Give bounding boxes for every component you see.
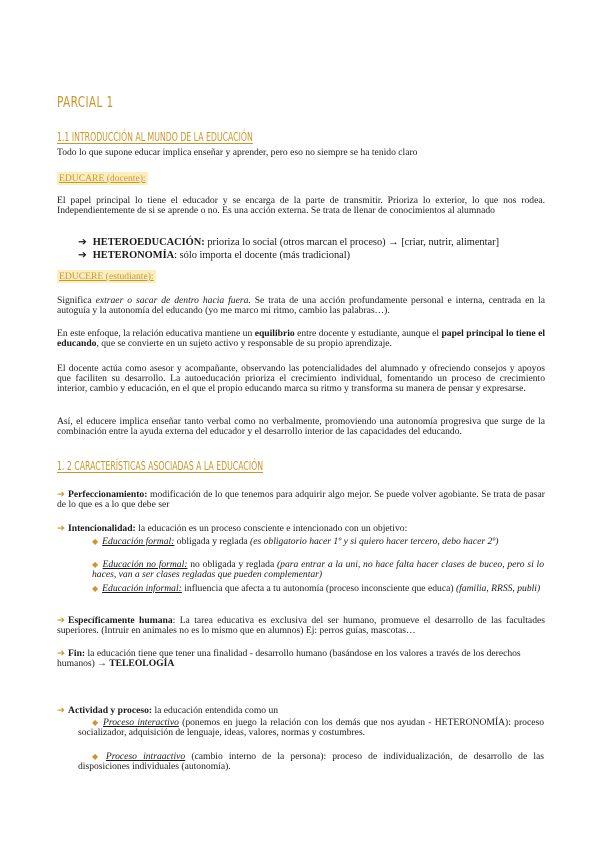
sub-item-informal: ◆ Educación informal: influencia que afecta a tu autonomía (proceso inconsciente que educa) (familia, RRSS, publi) — [92, 583, 541, 594]
feature-perfeccionamiento: ➔ Perfeccionamiento: modificación de lo que tenemos para adquirir algo mejor. Se puede volver agobiante. Se trata de pasar de lo que es a lo que debe ser — [57, 489, 545, 510]
intro-paragraph: Todo lo que supone educar implica enseñar y aprender, pero eso no siempre se ha tenido claro — [57, 147, 418, 158]
educare-label: EDUCARE (docente): — [59, 173, 146, 184]
document-title: PARCIAL 1 — [57, 93, 114, 111]
feature-fin: ➔ Fin: la educación tiene que tener una finalidad - desarrollo humano (basándose en los valores a través de los derechos humanos) → TELEOLOGÍA — [57, 648, 521, 669]
educere-paragraph-3: El docente actúa como asesor y acompañante, observando las potencialidades del alumnado y ofreciendo consejos y apoyos que faciliten su desarrollo. La autoeducación prioriza el crecimiento individual, fomentando un proceso de crecimiento interior, cambio y educación, en el que el propio educando marca su ritmo y transforma su manera de pensar y expresarse. — [57, 363, 545, 394]
sub-item-proceso-intraactivo: ◆ Proceso intraactivo (cambio interno de la persona): proceso de individualización, de desarrollo de las disposiciones individuales (autonomía). — [78, 751, 544, 772]
feature-actividad-proceso: ➔ Actividad y proceso: la educación entendida como un — [57, 705, 279, 716]
arrow-icon: ➔ — [57, 489, 66, 500]
diamond-bullet-icon: ◆ — [92, 584, 99, 593]
educare-paragraph: El papel principal lo tiene el educador y se encarga de la parte de transmitir. Prioriza lo exterior, lo que nos rodea. Independientemente de si se aprende o no. Es una acción externa. Se trata de llenar de conocimientos al alumnado — [57, 195, 545, 216]
diamond-bullet-icon: ◆ — [92, 560, 99, 569]
sub-item-formal: ◆ Educación formal: obligada y reglada (es obligatorio hacer 1º y si quiero hacer tercero, debo hacer 2º) — [92, 536, 499, 547]
educere-label-row — [57, 272, 545, 282]
feature-intencionalidad: ➔ Intencionalidad: la educación es un proceso consciente e intencionado con un objetivo: — [57, 523, 408, 534]
diamond-bullet-icon: ◆ — [92, 718, 99, 727]
sub-item-no-formal: ◆ Educación no formal: no obligada y reglada (para entrar a la uni, no hace falta hacer clases de buceo, pero si lo haces, van a ser clases regladas que pueden complementar) — [92, 559, 544, 580]
sub-item-proceso-interactivo: ◆ Proceso interactivo (ponemos en juego la relación con los demás que nos ayudan - HETERONOMÍA): proceso socializador, adquisición de lenguaje, ideas, valores, normas y costumbres. — [78, 717, 544, 738]
educere-label: EDUCERE (estudiante): — [59, 271, 154, 282]
term: HETERONOMÍA — [92, 250, 175, 261]
educere-paragraph-2: En este enfoque, la relación educativa mantiene un equilibrio entre docente y estudiante, aunque el papel principal lo tiene el educando, que se convierte en un sujeto activo y responsable de su propio aprendizaje. — [57, 328, 546, 349]
feature-especificamente-humana: ➔ Específicamente humana: La tarea educativa es exclusiva del ser humano, promueve el desarrollo de las facultades superiores. (Intruir en animales no es lo mismo que en alumnos) Ej: perros guías, mascotas… — [57, 615, 545, 636]
list-item-heteronomia — [78, 251, 548, 261]
section-heading-1-2: 1. 2 CARACTERÍSTICAS ASOCIADAS A LA EDUCACIÓN — [57, 459, 264, 473]
diamond-bullet-icon: ◆ — [92, 537, 99, 546]
definition: prioriza lo social (otros marcan el proceso) → [criar, nutrir, alimentar] — [207, 237, 500, 248]
arrow-icon: ➔ — [78, 237, 87, 248]
section-heading-1-1: 1.1 INTRODUCCIÓN AL MUNDO DE LA EDUCACIÓN — [57, 130, 253, 144]
arrow-icon: ➔ — [57, 705, 66, 716]
arrow-icon: ➔ — [57, 523, 66, 534]
arrow-icon: ➔ — [57, 615, 66, 626]
educere-paragraph-4: Así, el educere implica enseñar tanto verbal como no verbalmente, promoviendo una autonomía progresiva que surge de la combinación entre la ayuda externa del educador y el desarrollo interior de las capacidades del educando. — [57, 416, 545, 437]
educere-paragraph-1: Significa extraer o sacar de dentro hacia fuera. Se trata de una acción profundamente personal e interna, centrada en la autoguía y la autonomía del educando (yo me marco mi ritmo, cambio las palabras…). — [57, 295, 545, 316]
educare-label-row — [57, 174, 545, 184]
definition: : sólo importa el docente (más tradicional) — [174, 250, 351, 261]
list-item-heteroeducacion — [78, 238, 548, 248]
arrow-icon: ➔ — [57, 648, 66, 659]
term: HETEROEDUCACIÓN: — [92, 237, 205, 248]
diamond-bullet-icon: ◆ — [92, 752, 102, 761]
arrow-icon: ➔ — [78, 250, 87, 261]
